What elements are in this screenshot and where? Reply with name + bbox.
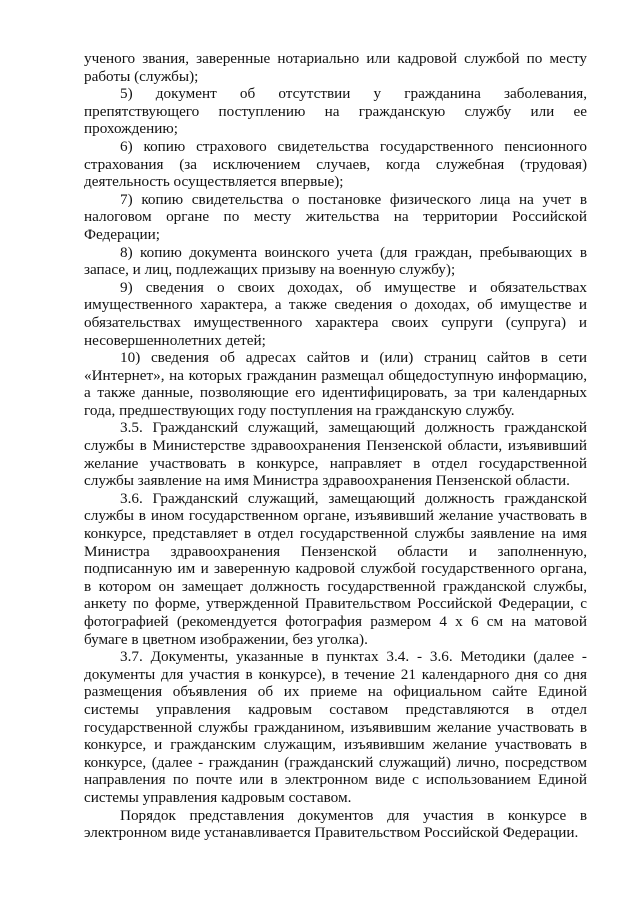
paragraph-electronic-procedure: Порядок представления документов для участия в конкурсе в электронном виде устанавливается Правительством Российской Федерации. (84, 806, 587, 842)
paragraph-item-8-military-record: 8) копию документа воинского учета (для граждан, пребывающих в запасе, и лиц, подлежащих призыву на военную службу); (84, 243, 587, 279)
paragraph-section-3-6: 3.6. Гражданский служащий, замещающий должность гражданской службы в ином государственном органе, изъявивший желание участвовать в конкурсе, представляет в отдел государственной службы заявление на имя Министра здравоохранения Пензенской области и заполненную, подписанную им и заверенную кадровой службой государственного органа, в котором он замещает должность государственной гражданской службы, анкету по форме, утвержденной Правительством Российской Федерации, с фотографией (рекомендуется фотография размером 4 х 6 см на матовой бумаге в цветном изображении, без уголка). (84, 489, 587, 648)
document-page (84, 50, 587, 842)
paragraph-item-10-internet-sites: 10) сведения об адресах сайтов и (или) страниц сайтов в сети «Интернет», на которых гражданин размещал общедоступную информацию, а также данные, позволяющие его идентифицировать, за три календарных года, предшествующих году поступления на гражданскую службу. (84, 349, 587, 419)
paragraph-item-5-medical-certificate: 5) документ об отсутствии у гражданина заболевания, препятствующего поступлению на гражданскую службу или ее прохождению; (84, 85, 587, 138)
paragraph-item-6-pension-insurance: 6) копию страхового свидетельства государственного пенсионного страхования (за исключением случаев, когда служебная (трудовая) деятельность осуществляется впервые); (84, 137, 587, 191)
paragraph-item-7-tax-registration: 7) копию свидетельства о постановке физического лица на учет в налоговом органе по месту жительства на территории Российской Федерации; (84, 190, 587, 243)
paragraph-section-3-7: 3.7. Документы, указанные в пунктах 3.4. - 3.6. Методики (далее - документы для участия в конкурсе), в течение 21 календарного дня со дня размещения объявления об их приеме на официальном сайте Единой системы управления кадровым составом представляются в отдел государственной службы гражданином, изъявившим желание участвовать в конкурсе, и гражданским служащим, изъявившим желание участвовать в конкурсе, (далее - гражданин (гражданский служащий) лично, посредством направления по почте или в электронном виде с использованием Единой системы управления кадровым составом. (84, 648, 587, 806)
paragraph-item-9-income-info: 9) сведения о своих доходах, об имуществе и обязательствах имущественного характера, а также сведения о доходах, об имуществе и обязательствах имущественного характера своих супруги (супруга) и несовершеннолетних детей; (84, 278, 587, 349)
paragraph-academic-title-docs: ученого звания, заверенные нотариально или кадровой службой по месту работы (службы); (84, 50, 587, 85)
paragraph-section-3-5: 3.5. Гражданский служащий, замещающий должность гражданской службы в Министерстве здравоохранения Пензенской области, изъявивший желание участвовать в конкурсе, направляет в отдел государственной службы заявление на имя Министра здравоохранения Пензенской области. (84, 419, 587, 490)
